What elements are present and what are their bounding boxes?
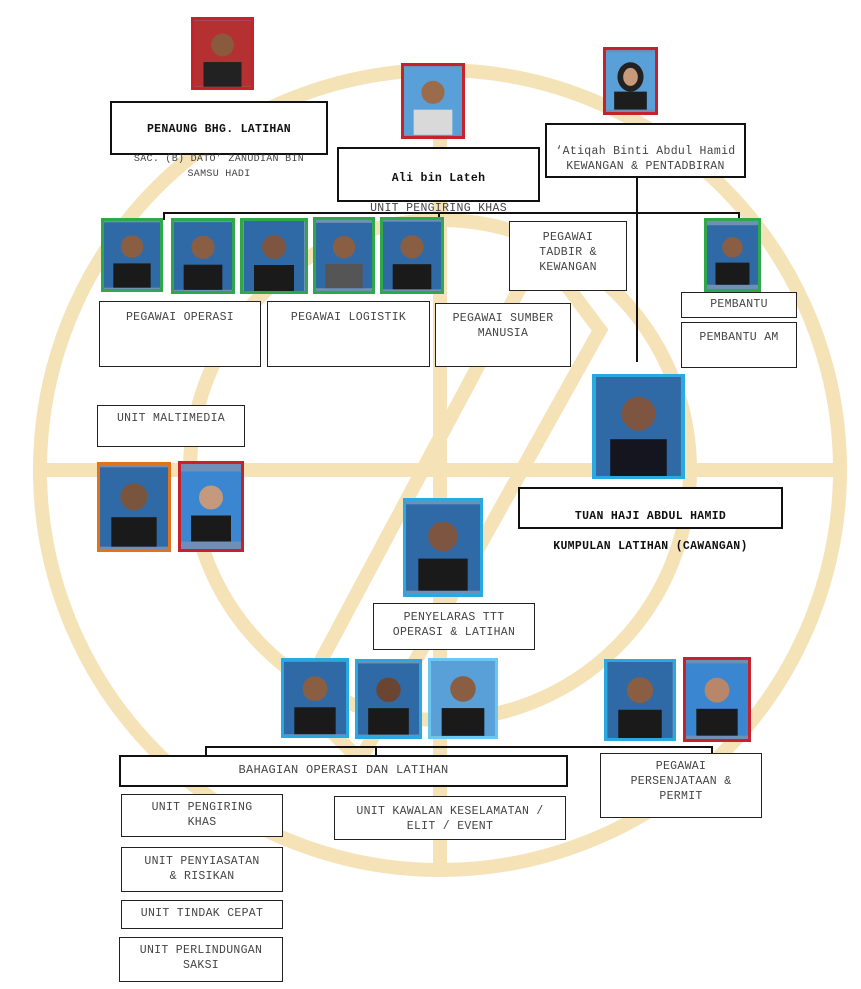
photo-atiqah — [603, 47, 658, 115]
box-unit-pengiring: UNIT PENGIRING KHAS — [121, 794, 283, 837]
box-pegawai-persenjataan: PEGAWAI PERSENJATAAN & PERMIT — [600, 753, 762, 818]
atiqah-name: ‘Atiqah Binti Abdul Hamid — [555, 145, 736, 158]
photo-persenjataan-1 — [604, 659, 676, 741]
photo-ali — [401, 63, 465, 139]
connector-bottom-horizontal — [205, 746, 713, 748]
photo-penaung — [191, 17, 254, 90]
photo-operasi-2 — [171, 218, 235, 294]
box-pegawai-tadbir: PEGAWAI TADBIR & KEWANGAN — [509, 221, 627, 291]
box-pegawai-sumber-manusia: PEGAWAI SUMBER MANUSIA — [435, 303, 571, 367]
box-pembantu-am: PEMBANTU AM — [681, 322, 797, 368]
box-penyelaras: PENYELARAS TTT OPERASI & LATIHAN — [373, 603, 535, 650]
photo-multimedia-1 — [97, 462, 171, 552]
box-unit-perlindungan: UNIT PERLINDUNGAN SAKSI — [119, 937, 283, 982]
box-tuan-haji — [518, 487, 783, 553]
box-unit-tindak-cepat: UNIT TINDAK CEPAT — [121, 900, 283, 929]
atiqah-role: KEWANGAN & PENTADBIRAN — [566, 160, 725, 173]
photo-tuan-haji — [592, 374, 685, 479]
ali-name: Ali bin Lateh — [391, 172, 486, 185]
tuan-haji-name: TUAN HAJI ABDUL HAMID — [574, 510, 727, 523]
photo-logistik-2 — [313, 217, 375, 294]
photo-pembantu — [704, 218, 761, 292]
photo-bahagian-3 — [428, 658, 498, 739]
photo-bahagian-1 — [281, 658, 349, 738]
box-ali — [337, 147, 540, 215]
photo-multimedia-2 — [178, 461, 244, 552]
box-atiqah — [545, 123, 746, 178]
box-bahagian: BAHAGIAN OPERASI DAN LATIHAN — [119, 755, 568, 787]
box-unit-kawalan: UNIT KAWALAN KESELAMATAN / ELIT / EVENT — [334, 796, 566, 840]
ali-role: UNIT PENGIRING KHAS — [370, 202, 507, 215]
penaung-title: PENAUNG BHG. LATIHAN — [146, 123, 292, 136]
box-unit-multimedia: UNIT MALTIMEDIA — [97, 405, 245, 447]
connector-right-vertical — [636, 176, 638, 362]
photo-penyelaras — [403, 498, 483, 597]
box-pembantu: PEMBANTU — [681, 292, 797, 318]
box-pegawai-operasi: PEGAWAI OPERASI — [99, 301, 261, 367]
photo-logistik-1 — [240, 218, 308, 294]
tuan-haji-role: KUMPULAN LATIHAN (CAWANGAN) — [553, 540, 748, 553]
box-penaung — [110, 101, 328, 180]
photo-bahagian-2 — [355, 659, 422, 739]
connector-tick-a — [163, 212, 165, 220]
penaung-name: SAC. (B) DATO’ ZANUDIAN BIN SAMSU HADI — [133, 154, 305, 180]
box-pegawai-logistik: PEGAWAI LOGISTIK — [267, 301, 430, 367]
box-unit-penyiasatan: UNIT PENYIASATAN & RISIKAN — [121, 847, 283, 892]
photo-logistik-3 — [380, 217, 444, 294]
photo-operasi-1 — [101, 218, 163, 292]
photo-persenjataan-2 — [683, 657, 751, 742]
